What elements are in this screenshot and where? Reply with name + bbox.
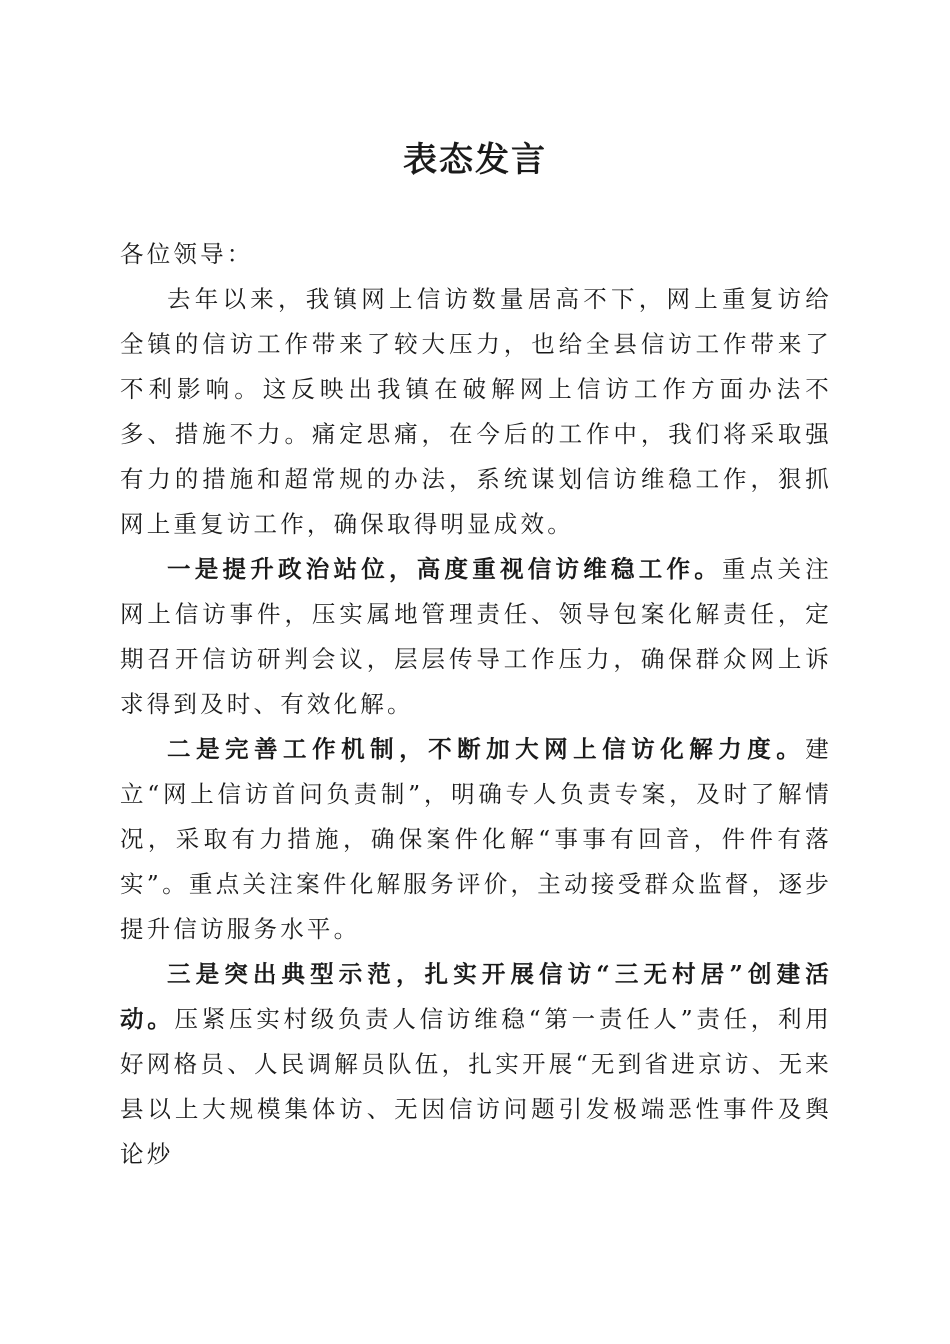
point-lead-3: 三是突出典型示范，扎实开展信访“三无村居”创建活动。 [120, 960, 832, 1033]
document-title: 表态发言 [403, 140, 547, 180]
point-lead-2: 二是完善工作机制，不断加大网上信访化解力度。 [167, 735, 806, 763]
point-text-1: 重点关注网上信访事件，压实属地管理责任、领导包案化解责任，定期召开信访研判会议，层层传导工作压力，确保群众网上诉求得到及时、有效化解。 [120, 555, 833, 718]
point-paragraph-1 [120, 547, 832, 727]
point-text-3: 压紧压实村级负责人信访维稳“第一责任人”责任，利用好网格员、人民调解员队伍，扎实开展“无到省进京访、无来县以上大规模集体访、无因信访问题引发极端恶性事件及舆论炒 [120, 1005, 832, 1168]
point-paragraph-2 [120, 727, 832, 952]
intro-paragraph: 去年以来，我镇网上信访数量居高不下，网上重复访给全镇的信访工作带来了较大压力，也给全县信访工作带来了不利影响。这反映出我镇在破解网上信访工作方面办法不多、措施不力。痛定思痛，在今后的工作中，我们将采取强有力的措施和超常规的办法，系统谋划信访维稳工作，狠抓网上重复访工作，确保取得明显成效。 [120, 285, 832, 538]
point-paragraph-3 [120, 952, 832, 1177]
point-text-2: 建立“网上信访首问负责制”，明确专人负责专案，及时了解情况，采取有力措施，确保案件化解“事事有回音，件件有落实”。重点关注案件化解服务评价，主动接受群众监督，逐步提升信访服务水平。 [120, 735, 832, 943]
salutation: 各位领导： [120, 240, 254, 268]
point-lead-1: 一是提升政治站位，高度重视信访维稳工作。 [167, 555, 723, 583]
document-body [120, 232, 832, 1177]
